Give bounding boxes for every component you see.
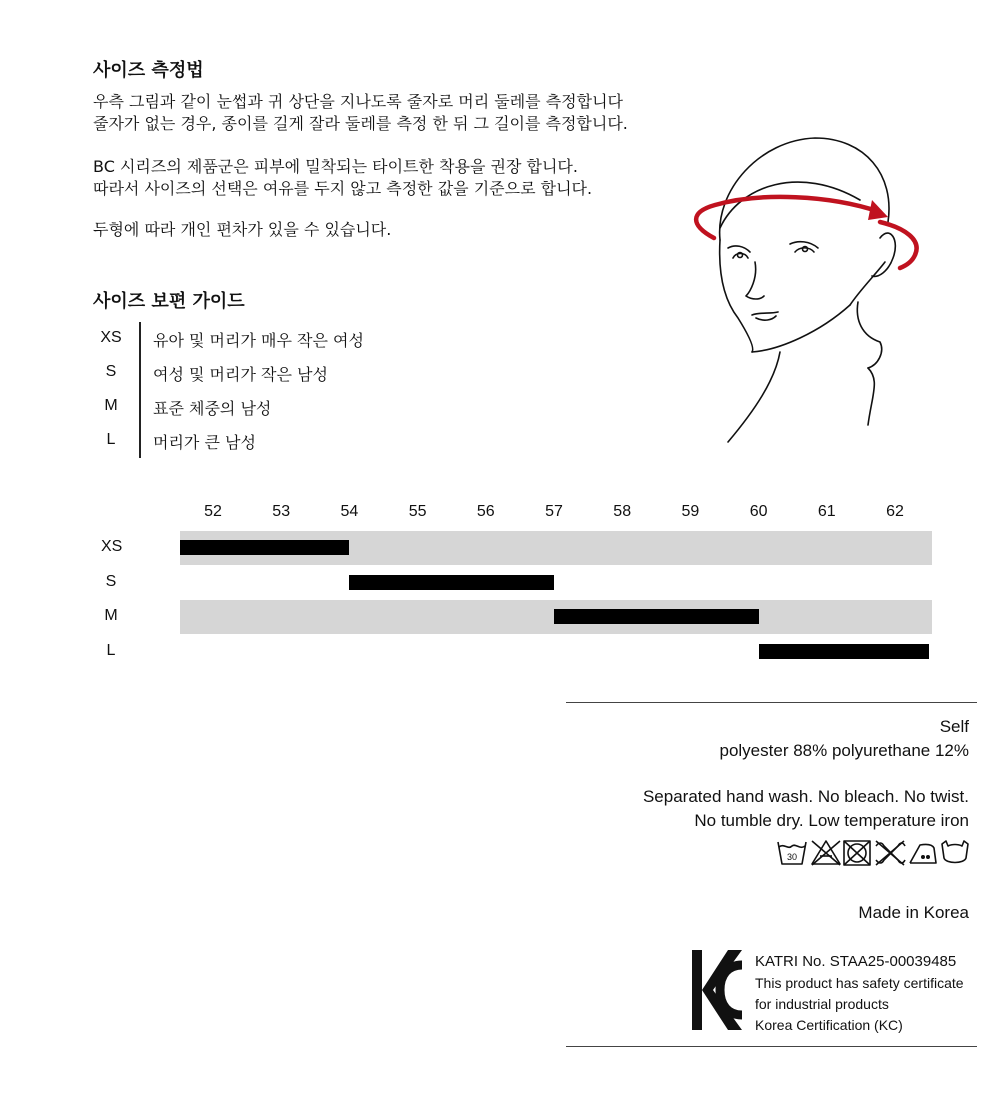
x-tick-label: 60: [749, 503, 768, 520]
kc-line-2: for industrial products: [755, 996, 889, 1012]
x-tick-label: 55: [408, 503, 427, 520]
measure-line: 우측 그림과 같이 눈썹과 귀 상단을 지나도록 줄자로 머리 둘레를 측정합니다: [93, 92, 623, 111]
guide-size: S: [105, 363, 117, 380]
guide-size: XS: [100, 329, 122, 346]
guide-size: M: [104, 397, 118, 414]
x-tick-label: 59: [681, 503, 700, 520]
measure-title: 사이즈 측정법: [93, 60, 204, 81]
size-range-bar-s: [349, 575, 554, 590]
guide-desc: 표준 체중의 남성: [153, 399, 272, 418]
material-block: [720, 715, 970, 763]
guide-desc: 여성 및 머리가 작은 남성: [153, 365, 328, 384]
dry-clean-icon: [942, 841, 968, 863]
x-tick-label: 56: [476, 503, 495, 520]
measure-paragraph-1: [93, 91, 628, 135]
origin-text: Made in Korea: [858, 903, 969, 922]
guide-title: 사이즈 보편 가이드: [93, 291, 245, 312]
head-measurement-illustration: [680, 128, 930, 448]
category-label: XS: [101, 538, 123, 555]
x-tick-label: 53: [272, 503, 291, 520]
x-tick-label: 52: [204, 503, 222, 520]
care-line-2: No tumble dry. Low temperature iron: [694, 811, 969, 830]
material-composition: polyester 88% polyurethane 12%: [719, 741, 969, 760]
size-range-bar-xs: [180, 540, 349, 555]
measure-paragraph-3: 두형에 따라 개인 편차가 있을 수 있습니다.: [93, 220, 392, 239]
x-tick-label: 54: [340, 503, 359, 520]
measure-line: 따라서 사이즈의 선택은 여유를 두지 않고 측정한 값을 기준으로 합니다.: [93, 179, 593, 198]
x-tick-label: 58: [613, 503, 632, 520]
care-line-1: Separated hand wash. No bleach. No twist.: [642, 787, 969, 806]
guide-size: L: [106, 431, 116, 448]
kc-line-1: This product has safety certificate: [755, 975, 964, 991]
material-label: Self: [939, 717, 969, 736]
category-label: M: [104, 607, 118, 624]
category-label: S: [105, 573, 117, 590]
size-range-bar-m: [554, 609, 759, 624]
kc-certification-logo: [688, 947, 746, 1033]
measure-line: 줄자가 없는 경우, 종이를 길게 잘라 둘레를 측정 한 뒤 그 길이를 측정합니다.: [93, 114, 628, 133]
guide-desc: 머리가 큰 남성: [153, 433, 256, 452]
kc-text-block: [755, 951, 964, 1036]
bottom-rule: [566, 1046, 977, 1047]
wash-temp: 30: [786, 852, 798, 862]
guide-desc: 유아 및 머리가 매우 작은 여성: [153, 331, 364, 350]
measure-line: BC 시리즈의 제품군은 피부에 밀착되는 타이트한 착용을 권장 합니다.: [93, 157, 578, 176]
x-tick-label: 57: [545, 503, 563, 520]
x-tick-label: 62: [886, 503, 904, 520]
category-label: L: [106, 642, 116, 659]
low-iron-icon: [910, 844, 936, 863]
hand-wash-30-icon: [778, 842, 806, 864]
no-tumble-dry-icon: [844, 841, 870, 865]
care-symbols: [776, 838, 970, 868]
kc-line-3: Korea Certification (KC): [755, 1017, 903, 1033]
no-bleach-icon: [812, 841, 840, 865]
top-rule: [566, 702, 977, 703]
no-wring-icon: [876, 841, 905, 865]
care-block: [643, 785, 969, 833]
size-range-bar-l: [759, 644, 930, 659]
guide-divider: [139, 322, 141, 458]
katri-number: KATRI No. STAA25-00039485: [755, 953, 957, 970]
x-tick-label: 61: [817, 503, 836, 520]
measure-paragraph-2: [93, 156, 592, 200]
